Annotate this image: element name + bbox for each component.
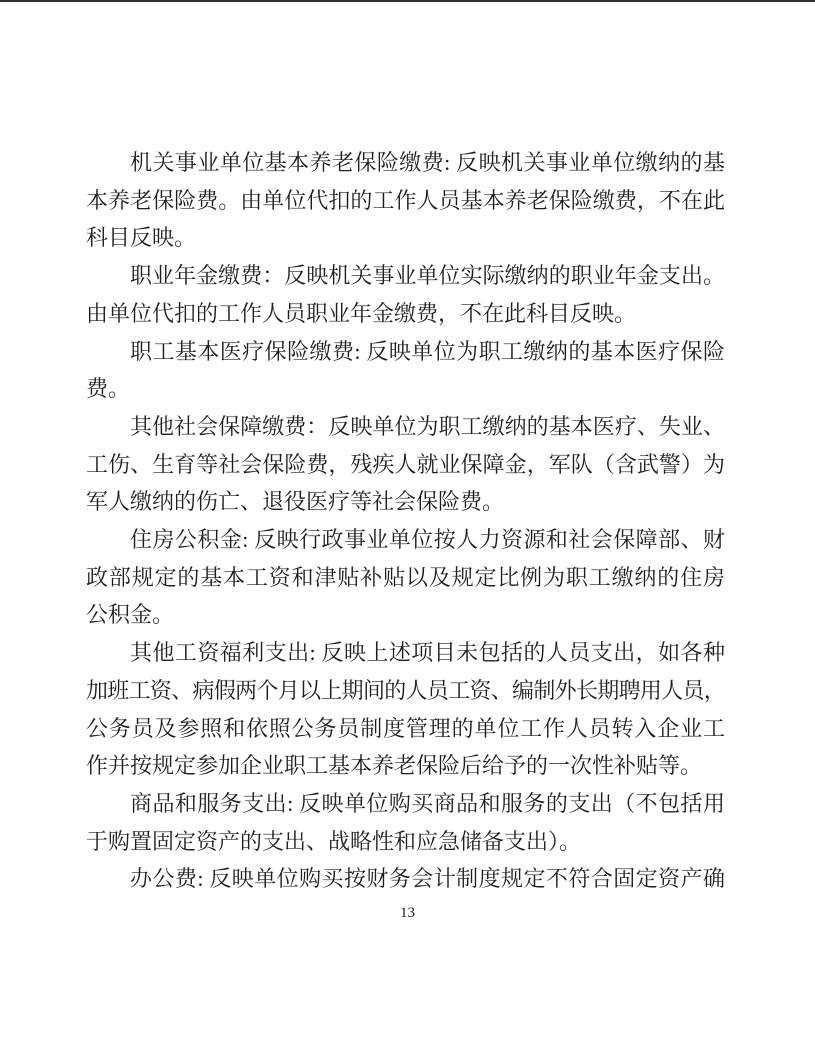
text-line: 作并按规定参加企业职工基本养老保险后给予的一次性补贴等。 (86, 753, 703, 779)
text-line: 军人缴纳的伤亡、退役医疗等社会保险费。 (86, 489, 505, 515)
text-line: 工伤、生育等社会保险费，残疾人就业保障金，军队（含武警）为 (86, 451, 725, 477)
text-line: 于购置固定资产的支出、战略性和应急储备支出）。 (86, 828, 582, 854)
paragraph (86, 257, 725, 332)
text-line: 科目反映。 (86, 225, 197, 251)
text-line: 费。 (86, 376, 131, 402)
paragraph (86, 144, 725, 257)
paragraph (86, 634, 725, 785)
paragraph (86, 521, 725, 634)
text-line: 商品和服务支出: 反映单位购买商品和服务的支出（不包括用 (130, 790, 725, 816)
text-line: 公积金。 (86, 602, 175, 628)
text-line: 政部规定的基本工资和津贴补贴以及规定比例为职工缴纳的住房 (86, 564, 725, 590)
text-line: 办公费: 反映单位购买按财务会计制度规定不符合固定资产确 (130, 866, 725, 892)
text-line: 其他工资福利支出: 反映上述项目未包括的人员支出，如各种 (130, 640, 725, 666)
text-line: 其他社会保障缴费：反映单位为职工缴纳的基本医疗、失业、 (130, 413, 725, 439)
text-line: 本养老保险费。由单位代扣的工作人员基本养老保险缴费，不在此 (86, 187, 725, 213)
page-number: 13 (400, 905, 415, 921)
text-line: 由单位代扣的工作人员职业年金缴费，不在此科目反映。 (86, 300, 637, 326)
text-line: 公务员及参照和依照公务员制度管理的单位工作人员转入企业工 (86, 715, 725, 741)
text-line: 机关事业单位基本养老保险缴费: 反映机关事业单位缴纳的基 (130, 150, 725, 175)
paragraph (86, 333, 725, 408)
scan-edge-line (0, 0, 815, 2)
text-line: 住房公积金: 反映行政事业单位按人力资源和社会保障部、财 (130, 527, 725, 553)
paragraph (86, 860, 725, 898)
paragraph (86, 785, 725, 860)
text-line: 加班工资、病假两个月以上期间的人员工资、编制外长期聘用人员， (86, 677, 725, 703)
text-line: 职工基本医疗保险缴费: 反映单位为职工缴纳的基本医疗保险 (130, 338, 725, 364)
text-line: 职业年金缴费：反映机关事业单位实际缴纳的职业年金支出。 (130, 263, 725, 289)
document-body (86, 144, 725, 898)
paragraph (86, 408, 725, 521)
